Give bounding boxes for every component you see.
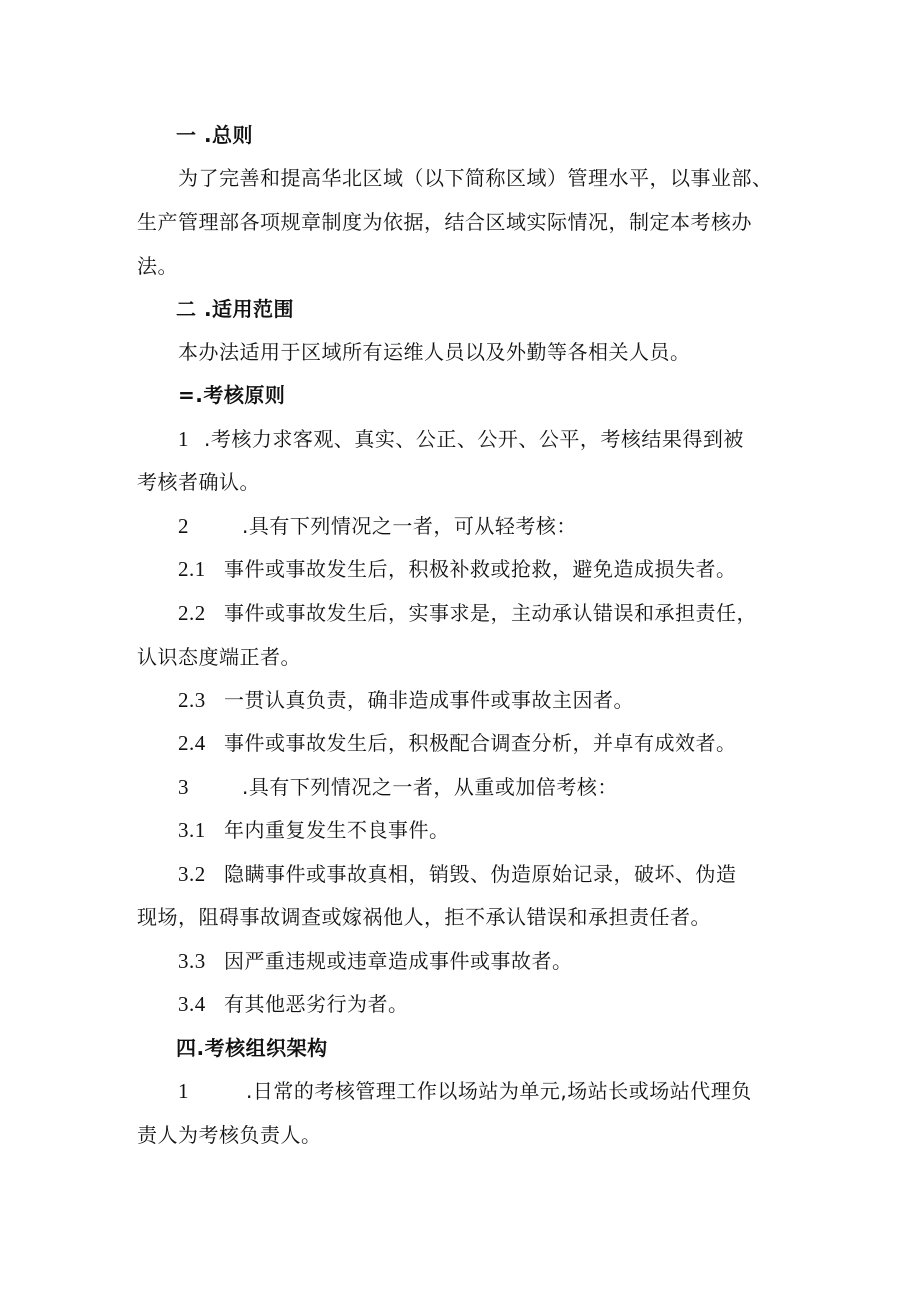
list-item-number: 2.1 — [178, 557, 206, 581]
list-item-text: 事件或事故发生后，积极补救或抢救，避免造成损失者。 — [224, 557, 737, 581]
list-item-text: .具有下列情况之一者，可从轻考核： — [242, 514, 577, 538]
list-item-text: 有其他恶劣行为者。 — [224, 992, 409, 1016]
paragraph-line: 现场，阻碍事故调查或嫁祸他人，拒不承认错误和承担责任者。 — [137, 905, 711, 929]
list-item-text: .考核力求客观、真实、公正、公开、公平，考核结果得到被 — [204, 427, 744, 451]
list-item-text: .具有下列情况之一者，从重或加倍考核： — [242, 775, 618, 799]
list-item — [178, 556, 737, 582]
section-heading-principles: =.考核原则 — [178, 383, 286, 407]
section-heading-scope: 二 .适用范围 — [176, 297, 295, 321]
list-item-number: 2.2 — [178, 601, 206, 625]
list-item-number: 3.1 — [178, 818, 206, 842]
list-item-number: 3 — [178, 775, 189, 799]
section-heading-general: 一 .总则 — [176, 123, 254, 147]
paragraph-line: 考核者确认。 — [137, 470, 260, 494]
paragraph-line: 法。 — [137, 254, 178, 278]
list-item-text: 事件或事故发生后，实事求是，主动承认错误和承担责任， — [224, 601, 757, 625]
list-item-text: 一贯认真负责，确非造成事件或事故主因者。 — [224, 688, 634, 712]
list-item-number: 3.2 — [178, 862, 206, 886]
list-item-text: 事件或事故发生后，积极配合调查分析，并卓有成效者。 — [224, 731, 737, 755]
list-item — [178, 991, 409, 1017]
list-item-number: 2.3 — [178, 688, 206, 712]
list-item — [178, 687, 634, 713]
paragraph-line: 责人为考核负责人。 — [137, 1123, 322, 1147]
list-item-number: 2.4 — [178, 731, 206, 755]
list-item-text: 隐瞒事件或事故真相，销毁、伪造原始记录，破坏、伪造 — [224, 862, 737, 886]
section-heading-organization: 四.考核组织架构 — [176, 1036, 328, 1060]
list-item — [178, 774, 618, 800]
list-item — [178, 1078, 752, 1104]
list-item-text: 年内重复发生不良事件。 — [224, 818, 450, 842]
list-item — [178, 948, 573, 974]
paragraph-line: 为了完善和提高华北区域（以下简称区域）管理水平，以事业部、 — [178, 166, 773, 190]
list-item — [178, 426, 744, 452]
list-item-text: .日常的考核管理工作以场站为单元,场站长或场站代理负 — [246, 1079, 752, 1103]
list-item-text: 因严重违规或违章造成事件或事故者。 — [224, 949, 573, 973]
list-item-number: 2 — [178, 514, 189, 538]
list-item-number: 3.3 — [178, 949, 206, 973]
list-item — [178, 861, 737, 887]
paragraph-line: 认识态度端正者。 — [137, 645, 301, 669]
paragraph-line: 生产管理部各项规章制度为依据，结合区域实际情况，制定本考核办 — [137, 210, 752, 234]
list-item — [178, 513, 577, 539]
list-item — [178, 600, 757, 626]
list-item-number: 1 — [178, 427, 189, 451]
list-item — [178, 817, 450, 843]
paragraph-line: 本办法适用于区域所有运维人员以及外勤等各相关人员。 — [178, 340, 691, 364]
list-item — [178, 730, 737, 756]
list-item-number: 3.4 — [178, 992, 206, 1016]
list-item-number: 1 — [178, 1079, 189, 1103]
